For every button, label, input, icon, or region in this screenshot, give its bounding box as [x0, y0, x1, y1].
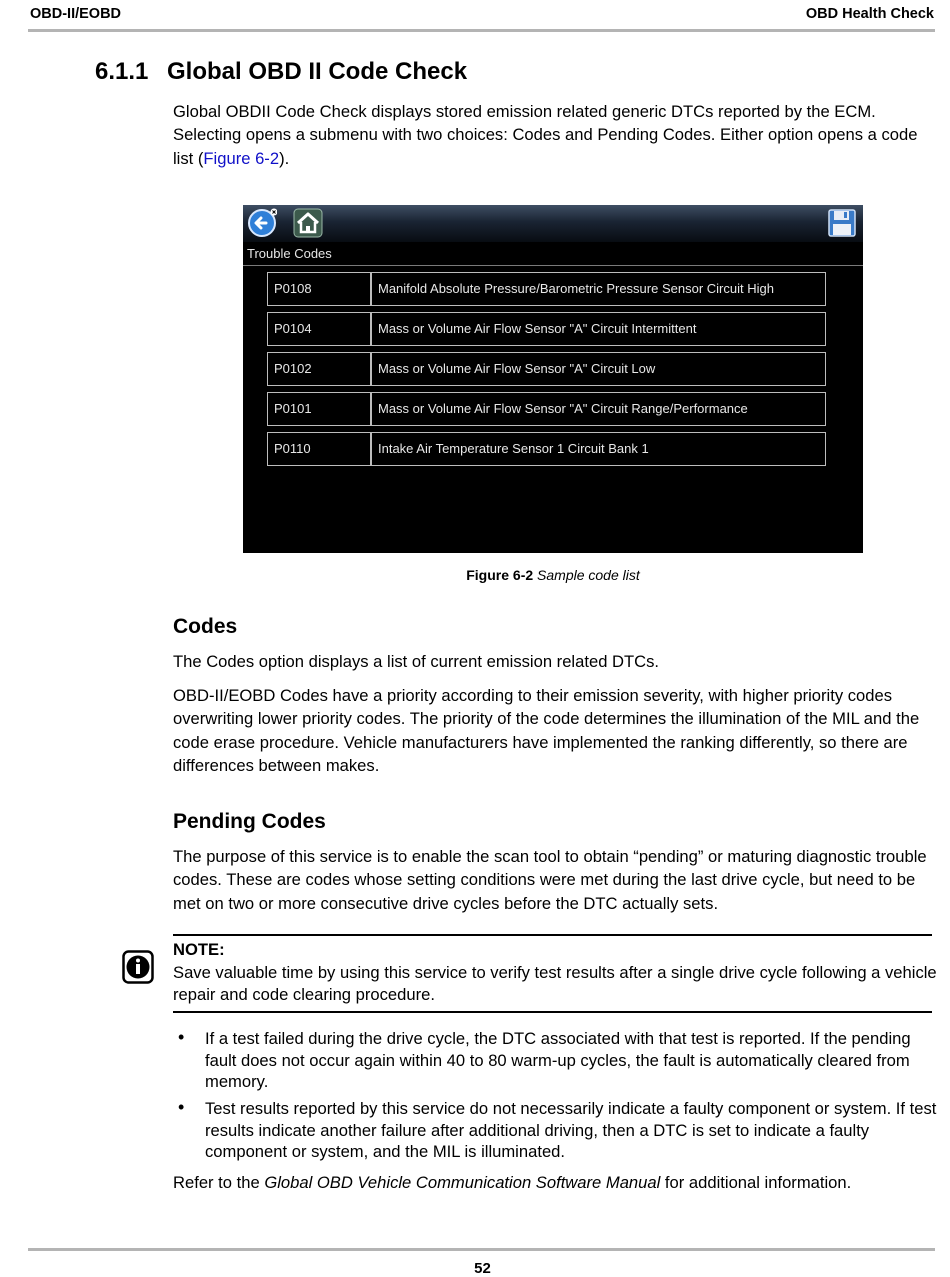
codes-paragraph-1: The Codes option displays a list of current emission related DTCs.	[173, 652, 660, 671]
figure-link[interactable]: Figure 6-2	[203, 148, 280, 168]
save-floppy-icon[interactable]	[827, 208, 857, 238]
note-label: NOTE:	[173, 940, 225, 959]
footer-rule	[28, 1248, 935, 1251]
intro-text-end: ).	[279, 148, 290, 168]
dtc-code: P0110	[267, 432, 371, 466]
dtc-code: P0108	[267, 272, 371, 306]
page-number: 52	[474, 1260, 491, 1277]
back-arrow-icon[interactable]	[247, 208, 277, 238]
header-rule	[28, 29, 935, 32]
running-header-right: OBD Health Check	[805, 6, 934, 22]
screen-toolbar	[243, 205, 863, 242]
dtc-code: P0101	[267, 392, 371, 426]
note-text: Save valuable time by using this service to verify test results after a single drive cycle following a vehicle repair and code clearing procedure.	[173, 963, 937, 1004]
bullet-marker: •	[178, 1097, 185, 1117]
figure-caption	[243, 567, 863, 583]
code-row[interactable]	[267, 392, 826, 426]
dtc-description: Mass or Volume Air Flow Sensor "A" Circuit Range/Performance	[371, 392, 826, 426]
dtc-code: P0104	[267, 312, 371, 346]
bullet-item: Test results reported by this service do not necessarily indicate a faulty component or system. If test results indicate another failure after additional driving, then a DTC is set to indicate a faulty component or system, and the MIL is illuminated.	[205, 1099, 937, 1161]
dtc-description: Manifold Absolute Pressure/Barometric Pressure Sensor Circuit High	[371, 272, 826, 306]
home-icon[interactable]	[293, 208, 323, 238]
note-top-rule	[173, 934, 932, 936]
refer-text-end: for additional information.	[660, 1173, 852, 1192]
codes-paragraph-2: OBD-II/EOBD Codes have a priority according to their emission severity, with higher priority codes overwriting lower priority codes. The priority of the code determines the illumination of the MIL and the code erase procedure. Vehicle manufacturers have implemented the ranking differently, so there are differences between makes.	[173, 686, 920, 776]
intro-text: Global OBDII Code Check displays stored emission related generic DTCs reported by the ECM. Selecting opens a submenu with two choices: Codes and Pending Codes. Either option opens a code list (	[173, 102, 918, 168]
dtc-description: Mass or Volume Air Flow Sensor "A" Circuit Low	[371, 352, 826, 386]
refer-text: Refer to the	[173, 1173, 265, 1192]
code-row[interactable]	[267, 272, 826, 306]
running-header-left: OBD-II/EOBD	[30, 6, 122, 22]
caption-label: Figure 6-2	[466, 567, 534, 583]
section-title	[95, 58, 467, 86]
pending-paragraph: The purpose of this service is to enable the scan tool to obtain “pending” or maturing diagnostic trouble codes. These are codes whose setting conditions were met during the last drive cycle, but need to be met on two or more consecutive drive cycles before the DTC actually sets.	[173, 847, 927, 913]
dtc-description: Mass or Volume Air Flow Sensor "A" Circuit Intermittent	[371, 312, 826, 346]
refer-paragraph	[173, 1171, 938, 1194]
code-row[interactable]	[267, 432, 826, 466]
bullet-marker: •	[178, 1027, 185, 1047]
code-row[interactable]	[267, 312, 826, 346]
section-number: 6.1.1	[95, 58, 149, 85]
info-icon	[122, 950, 154, 984]
codes-heading: Codes	[173, 615, 238, 638]
dtc-code: P0102	[267, 352, 371, 386]
scan-tool-screen	[243, 205, 863, 553]
screen-title: Trouble Codes	[243, 242, 863, 266]
section-title-text: Global OBD II Code Check	[167, 58, 468, 85]
caption-text: Sample code list	[537, 567, 640, 583]
dtc-description: Intake Air Temperature Sensor 1 Circuit Bank 1	[371, 432, 826, 466]
note-bottom-rule	[173, 1011, 932, 1013]
intro-paragraph	[173, 100, 938, 170]
pending-codes-heading: Pending Codes	[173, 810, 326, 833]
manual-title: Global OBD Vehicle Communication Software Manual	[264, 1173, 661, 1192]
code-row[interactable]	[267, 352, 826, 386]
bullet-item: If a test failed during the drive cycle, the DTC associated with that test is reported. If the pending fault does not occur again within 40 to 80 warm-up cycles, the fault is automatically cleared from memory.	[205, 1029, 911, 1091]
